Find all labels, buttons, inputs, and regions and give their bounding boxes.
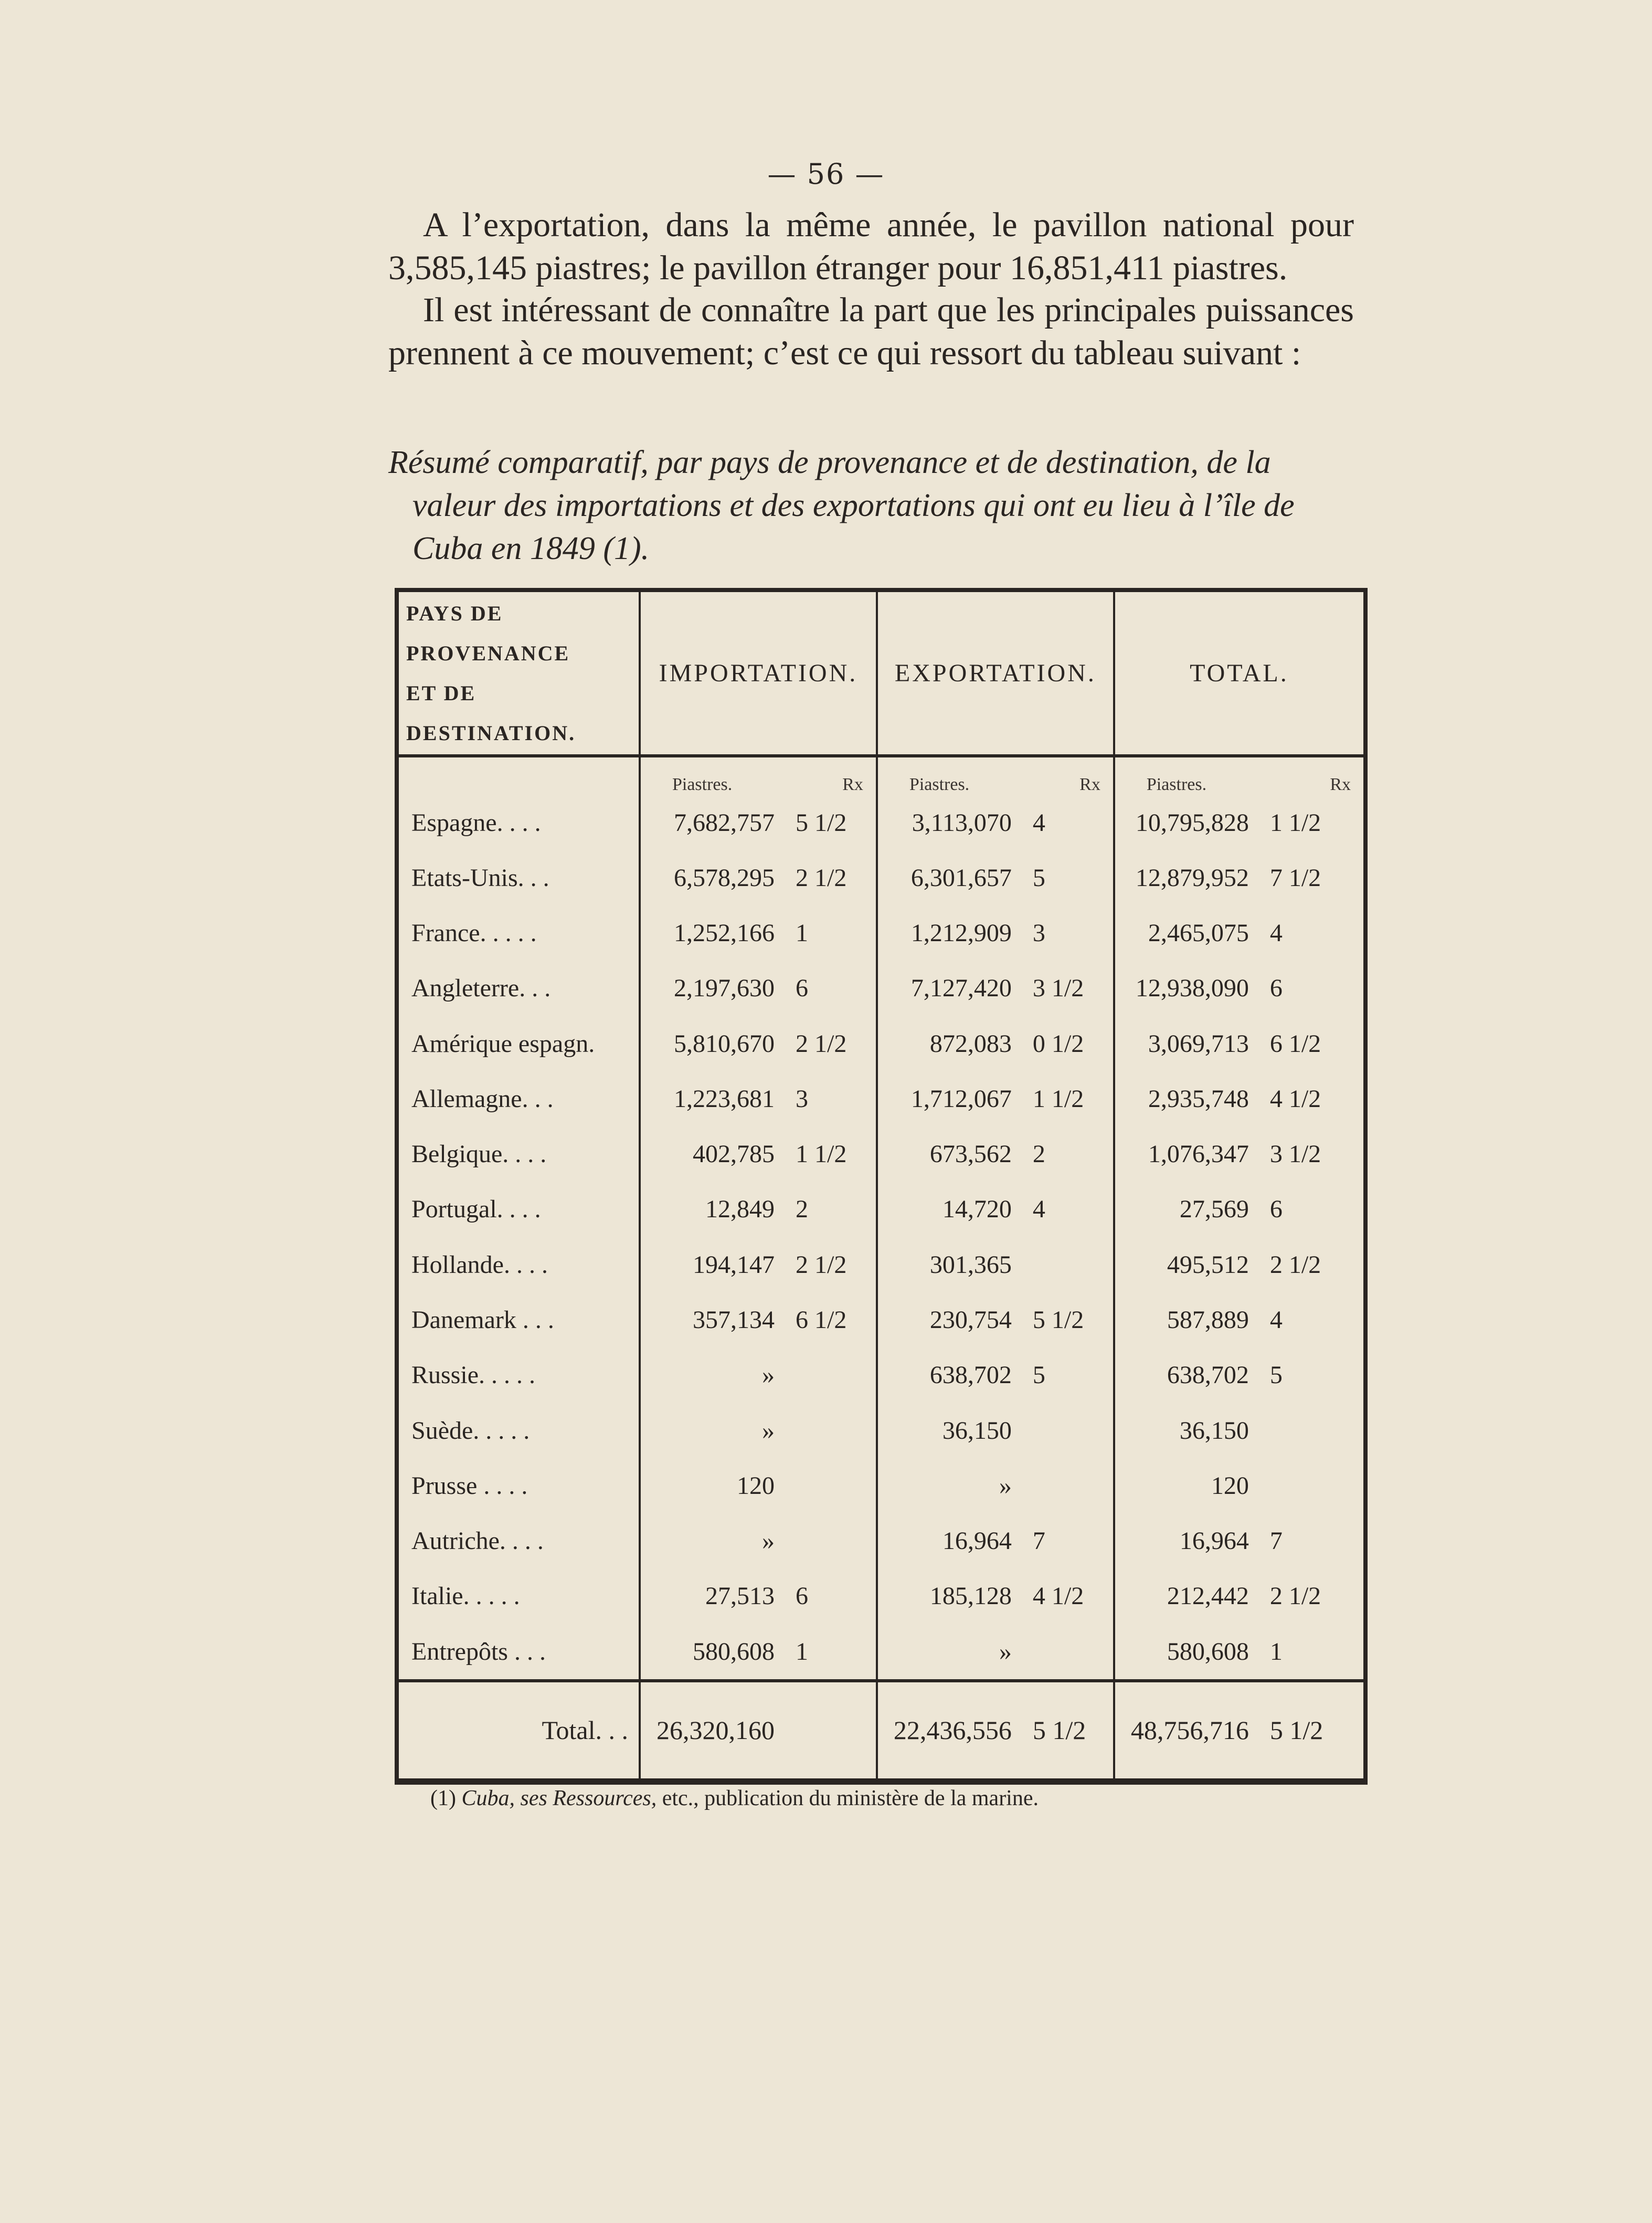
export-value: 1,712,067	[910, 1084, 1012, 1113]
export-value: 872,083	[929, 1029, 1012, 1058]
export-rx: 5	[1032, 1361, 1045, 1389]
import-value: 7,682,757	[673, 808, 775, 837]
unit-rx: Rx	[1079, 775, 1100, 795]
country-name: Danemark . . .	[399, 1292, 640, 1347]
import-rx: 6	[795, 974, 808, 1003]
export-value: 185,128	[929, 1582, 1012, 1610]
country-name: Portugal. . . .	[399, 1182, 640, 1237]
table-row	[399, 1182, 1363, 1237]
table-row	[399, 1292, 1363, 1347]
total-label: Total. . .	[399, 1681, 640, 1778]
total-value: 12,938,090	[1135, 974, 1249, 1003]
export-rx: 5	[1032, 863, 1045, 892]
country-name: Autriche. . . .	[399, 1513, 640, 1568]
country-name: Suède. . . . .	[399, 1403, 640, 1458]
import-value: 2,197,630	[673, 974, 775, 1003]
import-rx: 5 1/2	[795, 808, 847, 837]
import-rx: 2 1/2	[795, 863, 847, 892]
trade-table	[399, 592, 1363, 1778]
table-row	[399, 850, 1363, 905]
export-value: 36,150	[942, 1416, 1012, 1445]
table-row	[399, 1458, 1363, 1513]
import-value: 27,513	[705, 1582, 775, 1610]
export-rx: 3	[1032, 919, 1045, 947]
total-rx: 4	[1269, 1306, 1283, 1334]
export-value: 3,113,070	[912, 808, 1012, 837]
caption-line-2: valeur des importations et des exportations qui ont eu lieu à l’île de	[412, 488, 1295, 523]
export-value: 14,720	[942, 1195, 1012, 1224]
footnote	[430, 1786, 1480, 1811]
total-rx: 4 1/2	[1269, 1084, 1321, 1113]
export-value: 16,964	[942, 1527, 1012, 1555]
import-rx: 1 1/2	[795, 1140, 847, 1168]
import-value: »	[761, 1416, 775, 1445]
total-rx: 6 1/2	[1269, 1029, 1321, 1058]
country-name: Etats-Unis. . .	[399, 850, 640, 905]
import-value: 194,147	[692, 1250, 775, 1279]
total-value: 587,889	[1167, 1306, 1249, 1334]
table-caption	[388, 441, 1354, 570]
import-rx: 1	[795, 1637, 808, 1666]
total-rx: 5	[1269, 1361, 1283, 1389]
table-row	[399, 1126, 1363, 1182]
total-import: 26,320,160	[656, 1715, 775, 1745]
total-rx: 6	[1269, 974, 1283, 1003]
footnote-rest: etc., publication du ministère de la marine.	[662, 1786, 1039, 1810]
caption-line-1: Résumé comparatif, par pays de provenance et de destination, de la	[388, 445, 1271, 480]
export-value: »	[999, 1471, 1012, 1500]
table-row	[399, 1624, 1363, 1680]
import-rx: 2 1/2	[795, 1029, 847, 1058]
country-name: Amérique espagn.	[399, 1016, 640, 1071]
total-value: 212,442	[1167, 1582, 1249, 1610]
export-rx: 0 1/2	[1032, 1029, 1084, 1058]
total-value: 3,069,713	[1148, 1029, 1249, 1058]
header-total: TOTAL.	[1114, 592, 1363, 756]
page-number: — 56 —	[767, 157, 885, 191]
unit-piastres: Piastres.	[672, 775, 733, 795]
export-rx: 4	[1032, 808, 1045, 837]
table-row	[399, 1071, 1363, 1126]
total-rx: 3 1/2	[1269, 1140, 1321, 1168]
import-value: 6,578,295	[673, 863, 775, 892]
total-value: 27,569	[1179, 1195, 1249, 1224]
total-rx: 1	[1269, 1637, 1283, 1666]
units-row	[399, 756, 1363, 795]
country-name: France. . . . .	[399, 905, 640, 961]
import-rx: 6	[795, 1582, 808, 1610]
table-row	[399, 1568, 1363, 1624]
trade-table-frame	[395, 588, 1368, 1785]
export-value: 7,127,420	[910, 974, 1012, 1003]
total-value: 495,512	[1167, 1250, 1249, 1279]
total-value: 36,150	[1179, 1416, 1249, 1445]
total-rx: 2 1/2	[1269, 1582, 1321, 1610]
total-value: 1,076,347	[1148, 1140, 1249, 1168]
export-rx: 4	[1032, 1195, 1045, 1224]
export-value: 1,212,909	[910, 919, 1012, 947]
unit-rx: Rx	[1330, 775, 1351, 795]
paragraph-intro-table: Il est intéressant de connaître la part que les principales puissances prennent à ce mouvement; c’est ce qui ressort du tableau suivant :	[388, 291, 1354, 372]
header-country-line-2: ET DE DESTINATION.	[406, 681, 576, 745]
footnote-source: Cuba, ses Ressources,	[461, 1786, 657, 1810]
total-total: 48,756,716	[1130, 1715, 1249, 1745]
export-rx: 2	[1032, 1140, 1045, 1168]
total-value: 120	[1211, 1471, 1249, 1500]
table-row	[399, 1347, 1363, 1403]
import-value: 357,134	[692, 1306, 775, 1334]
header-country	[399, 592, 640, 756]
table-row	[399, 961, 1363, 1016]
paragraph-export: A l’exportation, dans la même année, le pavillon national pour 3,585,145 piastres; le pavillon étranger pour 16,851,411 piastres.	[388, 206, 1354, 287]
export-rx: 1 1/2	[1032, 1084, 1084, 1113]
country-name: Russie. . . . .	[399, 1347, 640, 1403]
country-name: Entrepôts . . .	[399, 1624, 640, 1680]
total-export-rx: 5 1/2	[1032, 1715, 1086, 1745]
caption-line-3: Cuba en 1849 (1).	[412, 531, 650, 566]
import-value: 1,252,166	[673, 919, 775, 947]
export-value: 638,702	[929, 1361, 1012, 1389]
header-import: IMPORTATION.	[640, 592, 877, 756]
unit-rx: Rx	[842, 775, 863, 795]
total-value: 580,608	[1167, 1637, 1249, 1666]
import-value: »	[761, 1361, 775, 1389]
export-rx: 5 1/2	[1032, 1306, 1084, 1334]
total-total-rx: 5 1/2	[1269, 1715, 1323, 1745]
header-country-line-1: PAYS DE PROVENANCE	[406, 601, 570, 665]
table-row	[399, 1513, 1363, 1568]
export-value: 6,301,657	[910, 863, 1012, 892]
export-value: 301,365	[929, 1250, 1012, 1279]
export-value: 230,754	[929, 1306, 1012, 1334]
import-value: 5,810,670	[673, 1029, 775, 1058]
export-rx: 7	[1032, 1527, 1045, 1555]
import-value: 12,849	[705, 1195, 775, 1224]
import-rx: 1	[795, 919, 808, 947]
table-row	[399, 905, 1363, 961]
country-name: Prusse . . . .	[399, 1458, 640, 1513]
import-rx: 2	[795, 1195, 808, 1224]
import-value: 120	[736, 1471, 775, 1500]
export-rx: 4 1/2	[1032, 1582, 1084, 1610]
import-rx: 2 1/2	[795, 1250, 847, 1279]
total-value: 2,465,075	[1148, 919, 1249, 947]
total-rx: 7 1/2	[1269, 863, 1321, 892]
import-value: 1,223,681	[673, 1084, 775, 1113]
export-value: »	[999, 1637, 1012, 1666]
import-rx: 6 1/2	[795, 1306, 847, 1334]
total-rx: 1 1/2	[1269, 808, 1321, 837]
total-rx: 7	[1269, 1527, 1283, 1555]
footnote-marker: (1)	[430, 1786, 456, 1810]
country-name: Allemagne. . .	[399, 1071, 640, 1126]
table-total-row	[399, 1681, 1363, 1778]
country-name: Hollande. . . .	[399, 1237, 640, 1292]
total-value: 16,964	[1179, 1527, 1249, 1555]
total-export: 22,436,556	[893, 1715, 1012, 1745]
table-header-row	[399, 592, 1363, 756]
table-row	[399, 1237, 1363, 1292]
total-value: 2,935,748	[1148, 1084, 1249, 1113]
unit-piastres: Piastres.	[909, 775, 970, 795]
table-row	[399, 1016, 1363, 1071]
table-row	[399, 1403, 1363, 1458]
import-value: 580,608	[692, 1637, 775, 1666]
total-value: 10,795,828	[1135, 808, 1249, 837]
country-name: Espagne. . . .	[399, 795, 640, 850]
export-rx: 3 1/2	[1032, 974, 1084, 1003]
total-value: 12,879,952	[1135, 863, 1249, 892]
export-value: 673,562	[929, 1140, 1012, 1168]
import-rx: 3	[795, 1084, 808, 1113]
table-row	[399, 795, 1363, 850]
total-rx: 6	[1269, 1195, 1283, 1224]
unit-piastres: Piastres.	[1146, 775, 1207, 795]
country-name: Italie. . . . .	[399, 1568, 640, 1624]
header-export: EXPORTATION.	[877, 592, 1114, 756]
total-rx: 4	[1269, 919, 1283, 947]
total-rx: 2 1/2	[1269, 1250, 1321, 1279]
import-value: 402,785	[692, 1140, 775, 1168]
total-value: 638,702	[1167, 1361, 1249, 1389]
country-name: Belgique. . . .	[399, 1126, 640, 1182]
import-value: »	[761, 1527, 775, 1555]
country-name: Angleterre. . .	[399, 961, 640, 1016]
